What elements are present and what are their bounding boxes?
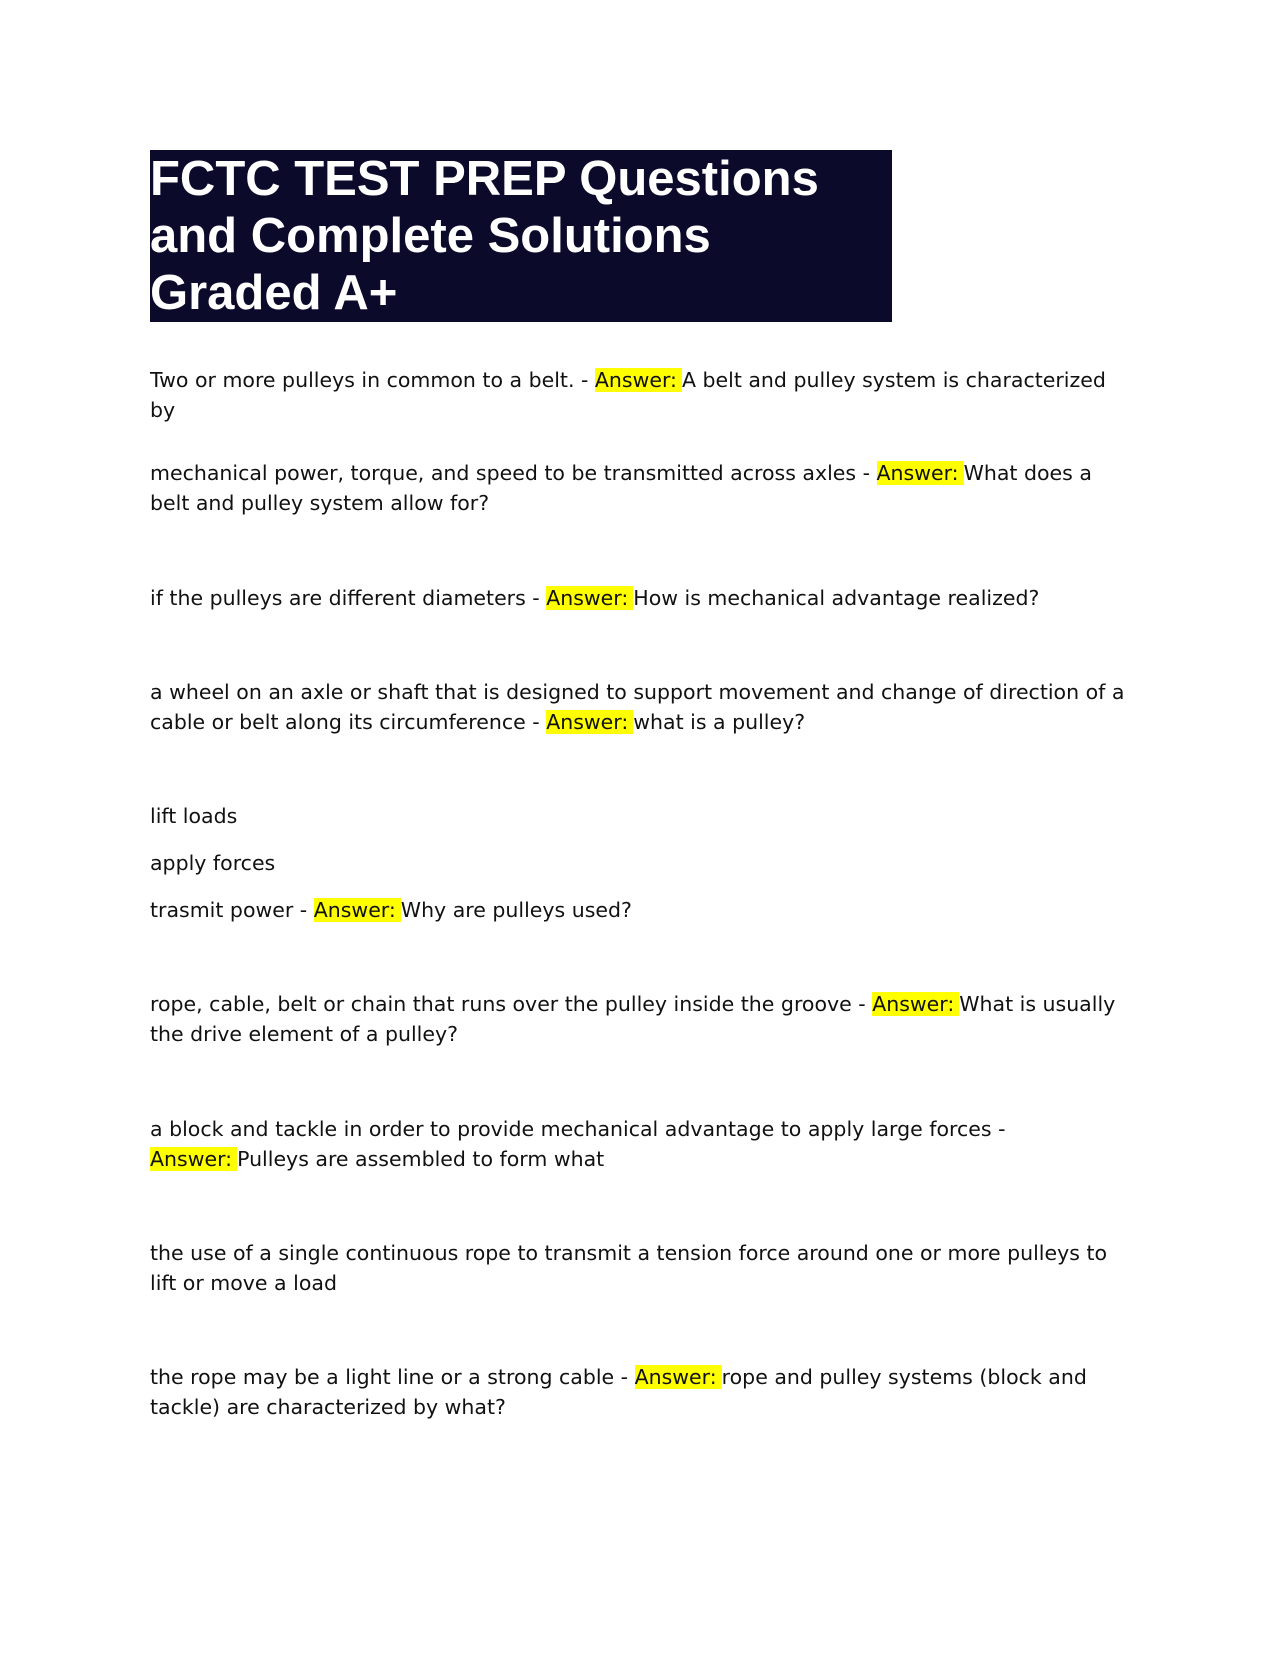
answer-label: Answer: [595, 368, 682, 392]
qa-entry-5 [150, 848, 1130, 878]
entry-definition: rope and pulley systems (block and tackle) are characterized by what? [150, 1365, 1087, 1419]
entry-definition: Pulleys are assembled to form what [237, 1147, 605, 1171]
answer-label: Answer: [877, 461, 964, 485]
qa-entry-0 [150, 365, 1130, 425]
qa-entry-2 [150, 583, 1130, 613]
entry-definition: How is mechanical advantage realized? [633, 586, 1040, 610]
entry-term: rope, cable, belt or chain that runs over the pulley inside the groove - [150, 992, 873, 1016]
qa-entry-9 [150, 1238, 1130, 1298]
entry-term: apply forces [150, 851, 276, 875]
answer-label: Answer: [150, 1147, 237, 1171]
answer-label: Answer: [635, 1365, 722, 1389]
qa-entry-6 [150, 895, 1130, 925]
document-title: FCTC TEST PREP Questions and Complete Solutions Graded A+ [150, 152, 819, 320]
entry-definition: A belt and pulley system is characterized by [150, 368, 1106, 422]
entry-definition: what is a pulley? [633, 710, 806, 734]
entry-definition: Why are pulleys used? [400, 898, 632, 922]
entry-definition: What does a belt and pulley system allow for? [150, 461, 1092, 515]
entry-term: the rope may be a light line or a strong cable - [150, 1365, 635, 1389]
entry-term: lift loads [150, 804, 238, 828]
qa-entry-10 [150, 1362, 1130, 1422]
entry-term: the use of a single continuous rope to transmit a tension force around one or more pulleys to lift or move a load [150, 1241, 1108, 1295]
entry-term: a wheel on an axle or shaft that is designed to support movement and change of direction of a cable or belt along its circumference - [150, 680, 1125, 734]
entry-term: if the pulleys are different diameters - [150, 586, 547, 610]
qa-entry-3 [150, 677, 1130, 737]
answer-label: Answer: [546, 710, 633, 734]
entry-term: trasmit power - [150, 898, 314, 922]
entry-term: a block and tackle in order to provide mechanical advantage to apply large forces - [150, 1117, 1006, 1141]
title-banner [150, 150, 892, 322]
qa-entry-7 [150, 989, 1130, 1049]
qa-entry-4 [150, 801, 1130, 831]
answer-label: Answer: [872, 992, 959, 1016]
entry-definition: What is usually the drive element of a pulley? [150, 992, 1116, 1046]
qa-entry-8 [150, 1114, 1130, 1174]
entry-term: Two or more pulleys in common to a belt. - [150, 368, 595, 392]
qa-entry-1 [150, 458, 1130, 518]
entry-term: mechanical power, torque, and speed to be transmitted across axles - [150, 461, 877, 485]
answer-label: Answer: [546, 586, 633, 610]
answer-label: Answer: [314, 898, 401, 922]
